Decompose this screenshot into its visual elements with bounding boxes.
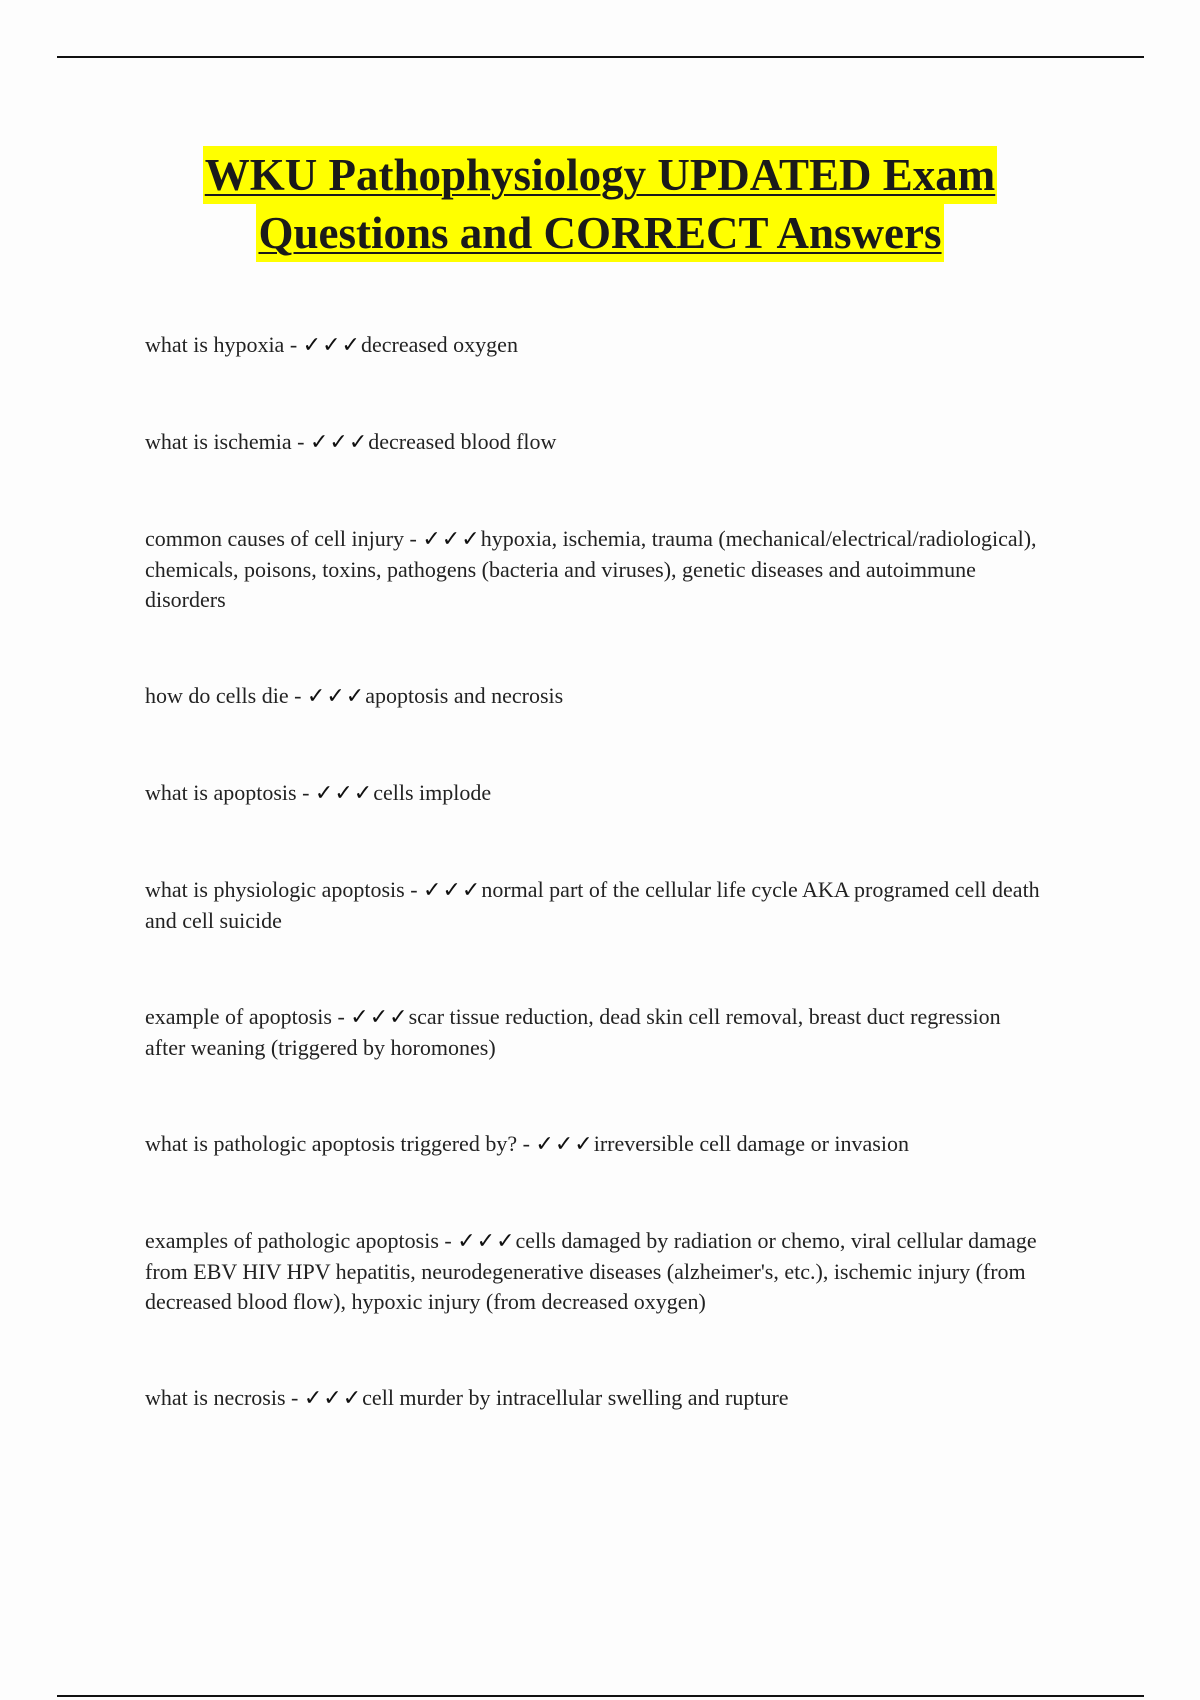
- separator: -: [331, 1004, 351, 1029]
- answer-text: apoptosis and necrosis: [365, 683, 564, 708]
- qa-item: [145, 1002, 1045, 1063]
- document-title: [0, 146, 1200, 262]
- qa-item: [145, 1129, 1045, 1160]
- qa-item: [145, 427, 1045, 458]
- question-text: what is pathologic apoptosis triggered by?: [145, 1131, 518, 1156]
- answer-text: scar tissue reduction, dead skin cell removal, breast duct regression after weaning (triggered by horomones): [145, 1004, 1001, 1060]
- answer-text: normal part of the cellular life cycle AKA programed cell death and cell suicide: [145, 877, 1040, 933]
- question-text: example of apoptosis: [145, 1004, 332, 1029]
- check-marks-icon: ✓✓✓: [535, 1132, 594, 1157]
- title-line-2: Questions and CORRECT Answers: [256, 204, 943, 262]
- check-marks-icon: ✓✓✓: [303, 1386, 363, 1411]
- check-marks-icon: ✓✓✓: [350, 1005, 409, 1030]
- question-text: what is necrosis: [145, 1385, 286, 1410]
- separator: -: [404, 877, 424, 902]
- qa-item: [145, 778, 1045, 809]
- answer-text: hypoxia, ischemia, trauma (mechanical/electrical/radiological), chemicals, poisons, toxins, pathogens (bacteria and viruses), genetic diseases and autoimmune disorders: [145, 526, 1037, 612]
- separator: -: [404, 526, 423, 551]
- question-text: what is physiologic apoptosis: [145, 877, 405, 902]
- check-marks-icon: ✓✓✓: [302, 333, 361, 358]
- qa-item: [145, 330, 1045, 361]
- separator: -: [438, 1228, 458, 1253]
- question-text: common causes of cell injury: [145, 526, 405, 551]
- question-text: what is hypoxia: [145, 332, 285, 357]
- question-text: what is apoptosis: [145, 780, 297, 805]
- title-line-1: WKU Pathophysiology UPDATED Exam: [203, 146, 998, 204]
- qa-item: [145, 681, 1045, 712]
- check-marks-icon: ✓✓✓: [422, 527, 481, 552]
- answer-text: cell murder by intracellular swelling and rupture: [362, 1385, 789, 1410]
- answer-text: cells implode: [373, 780, 492, 805]
- qa-item: [145, 1383, 1045, 1414]
- qa-item: [145, 524, 1045, 615]
- qa-item: [145, 1226, 1045, 1317]
- answer-text: decreased blood flow: [368, 429, 557, 454]
- separator: -: [296, 780, 315, 805]
- answer-text: cells damaged by radiation or chemo, viral cellular damage from EBV HIV HPV hepatitis, neurodegenerative diseases (alzheimer's, etc.), ischemic injury (from decreased blood flow), hypoxic injury (from decreased oxygen): [145, 1228, 1037, 1314]
- question-text: what is ischemia: [145, 429, 292, 454]
- separator: -: [291, 429, 310, 454]
- answer-text: decreased oxygen: [360, 332, 518, 357]
- qa-item: [145, 875, 1045, 936]
- separator: -: [285, 1385, 304, 1410]
- bottom-rule: [57, 1695, 1144, 1697]
- check-marks-icon: ✓✓✓: [314, 781, 374, 806]
- top-rule: [57, 56, 1144, 58]
- separator: -: [288, 683, 307, 708]
- check-marks-icon: ✓✓✓: [457, 1229, 516, 1254]
- question-text: examples of pathologic apoptosis: [145, 1228, 439, 1253]
- check-marks-icon: ✓✓✓: [423, 878, 482, 903]
- separator: -: [517, 1131, 536, 1156]
- check-marks-icon: ✓✓✓: [309, 430, 369, 455]
- answer-text: irreversible cell damage or invasion: [593, 1131, 909, 1156]
- separator: -: [284, 332, 303, 357]
- check-marks-icon: ✓✓✓: [306, 684, 366, 709]
- question-text: how do cells die: [145, 683, 289, 708]
